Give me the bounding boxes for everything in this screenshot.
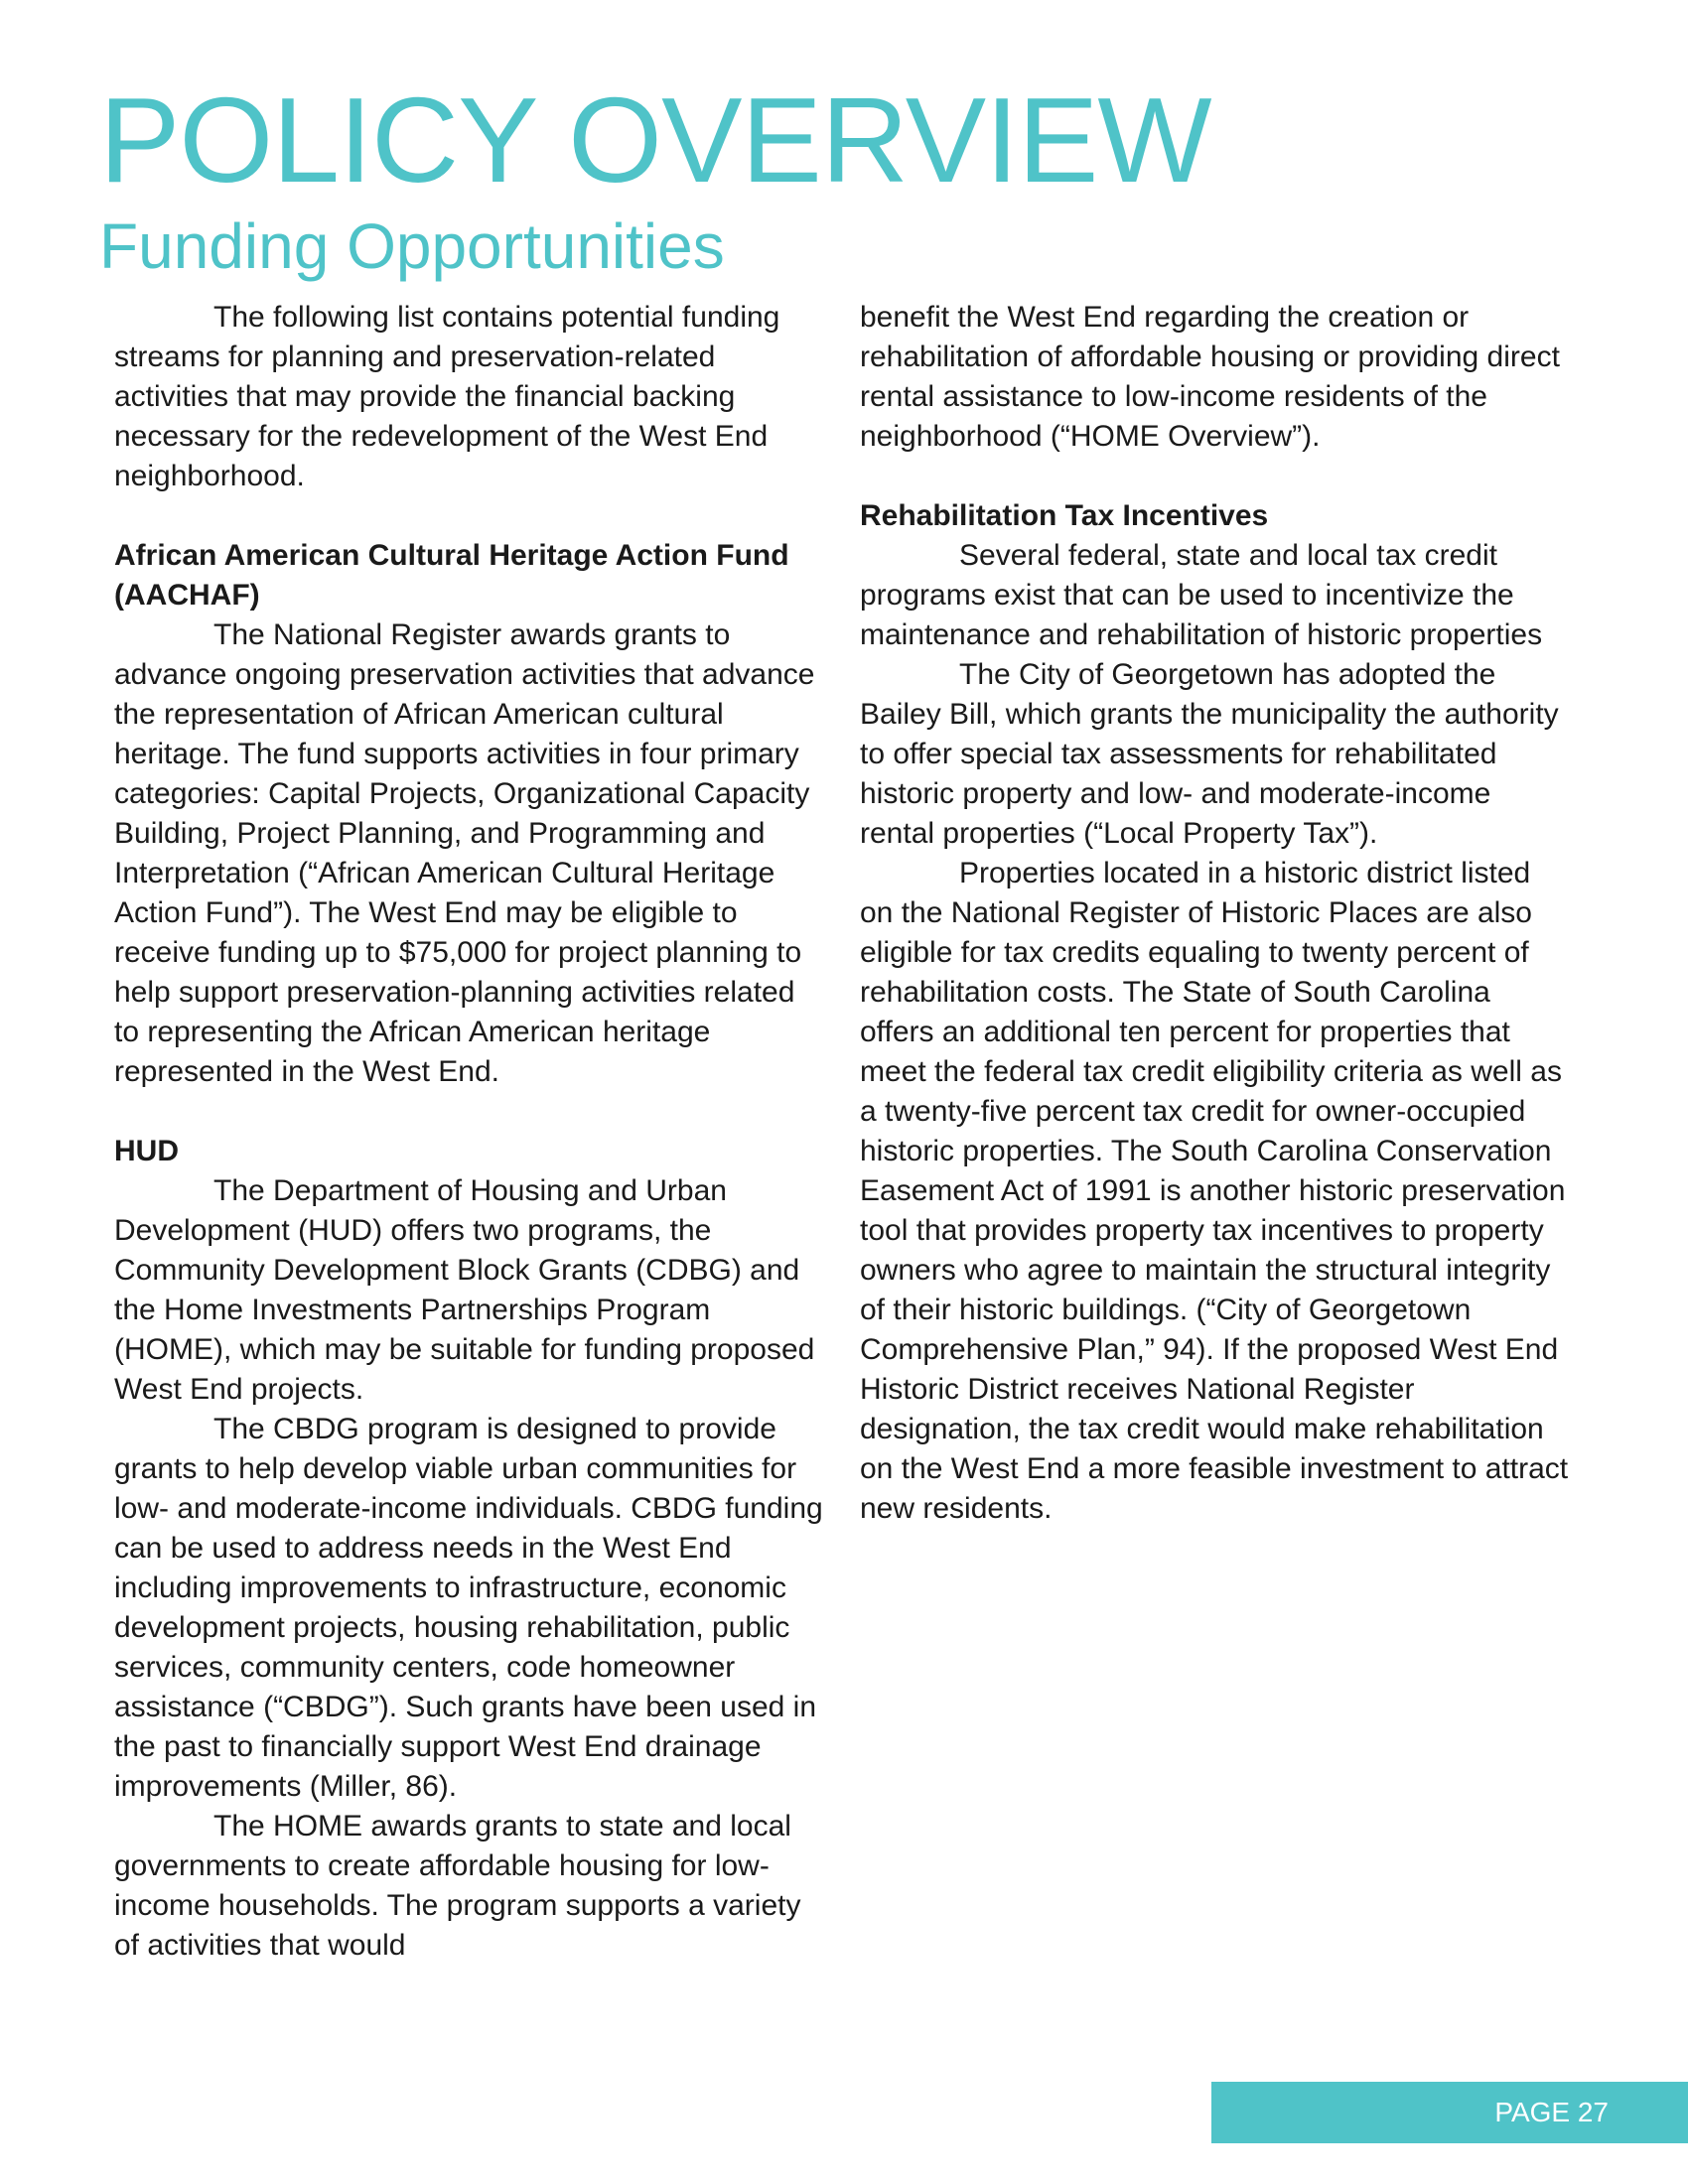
hud-paragraph-1: The Department of Housing and Urban Development (HUD) offers two programs, the Community Development Block Grants (CDBG) and the Home Investments Partnerships Program (HOME), which may be suitable for funding proposed West End projects. xyxy=(114,1174,815,1406)
rehab-paragraph-3: Properties located in a historic district listed on the National Register of Historic Places are also eligible for tax credits equaling to twenty percent of rehabilitation costs. The State of South Carolina offers an additional ten percent for properties that meet the federal tax credit eligibility criteria as well as a twenty-five percent tax credit for owner-occupied historic properties. The South Carolina Conservation Easement Act of 1991 is another historic preservation tool that provides property tax incentives to property owners who agree to maintain the structural integrity of their historic buildings. (“City of Georgetown Comprehensive Plan,” 94). If the proposed West End Historic District receives National Register designation, the tax credit would make rehabilitation on the West End a more feasible investment to attract new residents. xyxy=(860,857,1569,1525)
aachaf-paragraph: The National Register awards grants to advance ongoing preservation activities that advance the representation of African American cultural heritage. The fund supports activities in four primary categories: Capital Projects, Organizational Capacity Building, Project Planning, and Programming and Interpretation (“African American Cultural Heritage Action Fund”). The West End may be eligible to receive funding up to $75,000 for project planning to help support preservation-planning activities related to representing the African American heritage represented in the West End. xyxy=(114,618,815,1088)
right-column xyxy=(860,298,1570,1529)
aachaf-heading: African American Cultural Heritage Action Fund (AACHAF) xyxy=(114,539,789,612)
intro-paragraph: The following list contains potential funding streams for planning and preservation-related activities that may provide the financial backing necessary for the redevelopment of the West End neighborhood. xyxy=(114,301,780,492)
continuation-paragraph: benefit the West End regarding the creation or rehabilitation of affordable housing or providing direct rental assistance to low-income residents of the neighborhood (“HOME Overview”). xyxy=(860,301,1560,453)
rehab-paragraph-2: The City of Georgetown has adopted the Bailey Bill, which grants the municipality the authority to offer special tax assessments for rehabilitated historic property and low- and moderate-income rental properties (“Local Property Tax”). xyxy=(860,658,1559,850)
page-number-badge: PAGE 27 xyxy=(1211,2082,1688,2143)
hud-paragraph-2: The CBDG program is designed to provide grants to help develop viable urban communities for low- and moderate-income individuals. CBDG funding can be used to address needs in the West End including improvements to infrastructure, economic development projects, housing rehabilitation, public services, community centers, code homeowner assistance (“CBDG”). Such grants have been used in the past to financially support West End drainage improvements (Miller, 86). xyxy=(114,1413,823,1803)
left-column xyxy=(114,298,824,1966)
spacer xyxy=(114,496,824,536)
hud-heading: HUD xyxy=(114,1135,179,1167)
spacer xyxy=(860,457,1570,496)
rehab-tax-heading: Rehabilitation Tax Incentives xyxy=(860,499,1269,532)
page-subtitle: Funding Opportunities xyxy=(99,210,725,282)
rehab-paragraph-1: Several federal, state and local tax credit programs exist that can be used to incentivize the maintenance and rehabilitation of historic properties xyxy=(860,539,1543,651)
hud-paragraph-3: The HOME awards grants to state and local governments to create affordable housing for low-income households. The program supports a variety of activities that would xyxy=(114,1810,801,1962)
spacer xyxy=(114,1092,824,1132)
page-title: POLICY OVERVIEW xyxy=(99,72,1211,207)
